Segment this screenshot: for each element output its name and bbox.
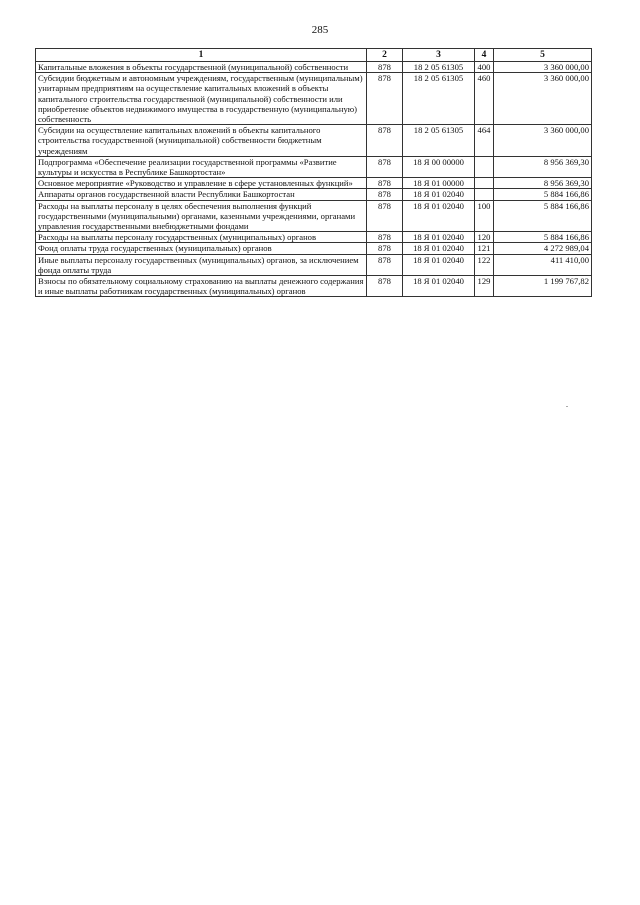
table-row	[36, 156, 592, 177]
table-row	[36, 232, 592, 243]
row-ved: 878	[367, 232, 403, 243]
row-vr	[475, 189, 494, 200]
row-vr: 121	[475, 243, 494, 254]
row-vr: 464	[475, 125, 494, 157]
row-ved: 878	[367, 125, 403, 157]
header-col-1: 1	[36, 49, 367, 62]
table-row	[36, 276, 592, 297]
row-vr: 400	[475, 62, 494, 73]
scan-mark	[566, 406, 568, 407]
budget-table	[35, 48, 592, 297]
row-csr: 18 Я 01 02040	[403, 200, 475, 232]
row-ved: 878	[367, 200, 403, 232]
row-ved: 878	[367, 62, 403, 73]
row-ved: 878	[367, 178, 403, 189]
row-ved: 878	[367, 73, 403, 125]
row-ved: 878	[367, 189, 403, 200]
row-name: Субсидии на осуществление капитальных вложений в объекты капитального строительства государственной (муниципальной) собственности бюджетным учреждениям	[36, 125, 367, 157]
row-name: Фонд оплаты труда государственных (муниципальных) органов	[36, 243, 367, 254]
row-name: Иные выплаты персоналу государственных (муниципальных) органов, за исключением фонда оплаты труда	[36, 254, 367, 275]
table-header-row	[36, 49, 592, 62]
row-name: Капитальные вложения в объекты государственной (муниципальной) собственности	[36, 62, 367, 73]
row-csr: 18 Я 01 02040	[403, 189, 475, 200]
row-sum: 4 272 989,04	[494, 243, 592, 254]
row-vr: 460	[475, 73, 494, 125]
row-csr: 18 Я 01 00000	[403, 178, 475, 189]
row-csr: 18 Я 01 02040	[403, 243, 475, 254]
row-csr: 18 2 05 61305	[403, 125, 475, 157]
header-col-5: 5	[494, 49, 592, 62]
row-csr: 18 Я 01 02040	[403, 276, 475, 297]
header-col-3: 3	[403, 49, 475, 62]
row-sum: 5 884 166,86	[494, 189, 592, 200]
table-row	[36, 125, 592, 157]
row-ved: 878	[367, 276, 403, 297]
row-csr: 18 Я 01 02040	[403, 254, 475, 275]
row-vr: 129	[475, 276, 494, 297]
row-vr	[475, 156, 494, 177]
row-ved: 878	[367, 254, 403, 275]
row-name: Взносы по обязательному социальному страхованию на выплаты денежного содержания и иные выплаты работникам государственных (муниципальных) органов	[36, 276, 367, 297]
row-name: Подпрограмма «Обеспечение реализации государственной программы «Развитие культуры и искусства в Республике Башкортостан»	[36, 156, 367, 177]
row-name: Расходы на выплаты персоналу в целях обеспечения выполнения функций государственными (муниципальными) органами, казенными учреждениями, органами управления государственными внебюджетными фондами	[36, 200, 367, 232]
header-col-2: 2	[367, 49, 403, 62]
row-sum: 5 884 166,86	[494, 232, 592, 243]
row-sum: 3 360 000,00	[494, 125, 592, 157]
table-row	[36, 73, 592, 125]
row-csr: 18 2 05 61305	[403, 73, 475, 125]
row-sum: 3 360 000,00	[494, 62, 592, 73]
table-row	[36, 254, 592, 275]
row-name: Аппараты органов государственной власти Республики Башкортостан	[36, 189, 367, 200]
row-name: Основное мероприятие «Руководство и управление в сфере установленных функций»	[36, 178, 367, 189]
row-vr: 120	[475, 232, 494, 243]
row-vr	[475, 178, 494, 189]
table-row	[36, 200, 592, 232]
page-number: 285	[311, 24, 329, 36]
row-ved: 878	[367, 243, 403, 254]
table-row	[36, 189, 592, 200]
row-vr: 122	[475, 254, 494, 275]
row-csr: 18 Я 00 00000	[403, 156, 475, 177]
row-ved: 878	[367, 156, 403, 177]
row-sum: 8 956 369,30	[494, 156, 592, 177]
row-csr: 18 2 05 61305	[403, 62, 475, 73]
table-row	[36, 62, 592, 73]
row-name: Расходы на выплаты персоналу государственных (муниципальных) органов	[36, 232, 367, 243]
row-sum: 3 360 000,00	[494, 73, 592, 125]
row-name: Субсидии бюджетным и автономным учреждениям, государственным (муниципальным) унитарным предприятиям на осуществление капитальных вложений в объекты капитального строительства государственной (муниципальной) собственности или приобретение объектов недвижимого имущества в государственную (муниципальную) собственность	[36, 73, 367, 125]
row-sum: 1 199 767,82	[494, 276, 592, 297]
row-vr: 100	[475, 200, 494, 232]
table-row	[36, 178, 592, 189]
row-sum: 8 956 369,30	[494, 178, 592, 189]
row-sum: 411 410,00	[494, 254, 592, 275]
header-col-4: 4	[475, 49, 494, 62]
table-row	[36, 243, 592, 254]
row-sum: 5 884 166,86	[494, 200, 592, 232]
row-csr: 18 Я 01 02040	[403, 232, 475, 243]
